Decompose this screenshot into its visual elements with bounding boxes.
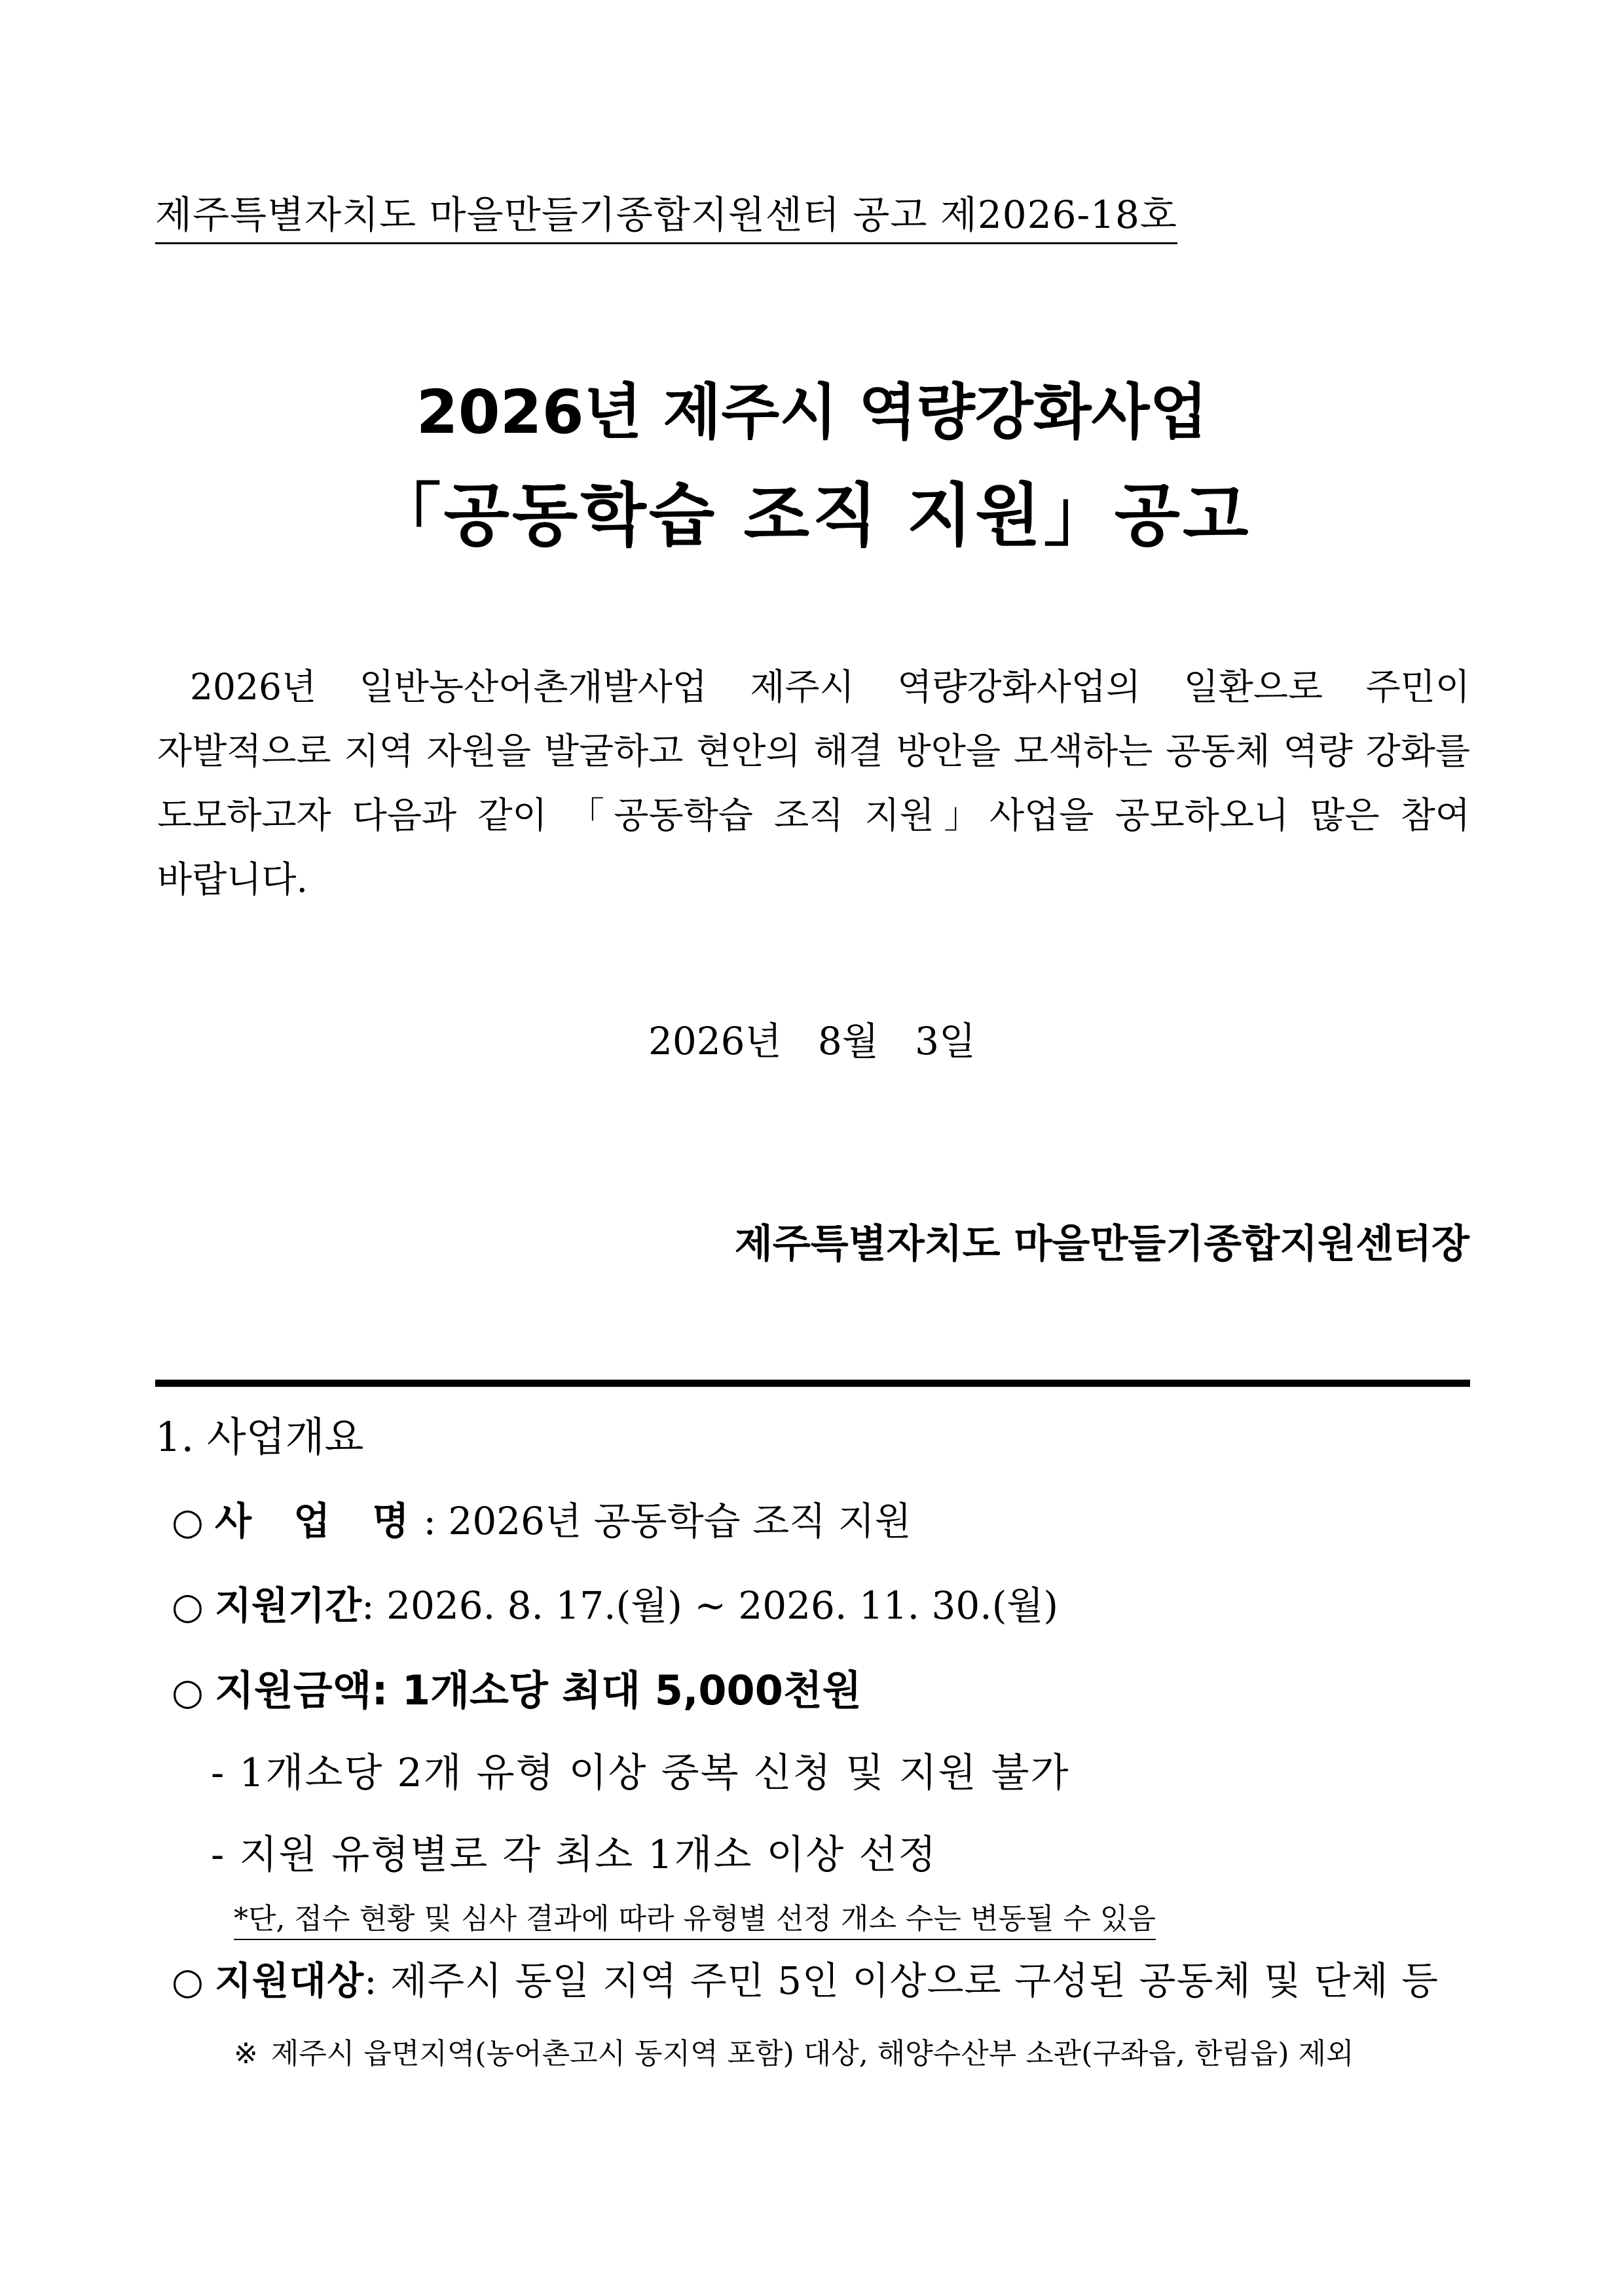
notice-number: 제주특별자치도 마을만들기종합지원센터 공고 제2026-18호 bbox=[155, 189, 1177, 244]
target-note bbox=[234, 2031, 1354, 2077]
intro-paragraph: 2026년 일반농산어촌개발사업 제주시 역량강화사업의 일환으로 주민이 자발적으로 지역 자원을 발굴하고 현안의 해결 방안을 모색하는 공동체 역량 강화를 도모하고자 다음과 같이 「공동학습 조직 지원」사업을 공모하오니 많은 참여 바랍니다. bbox=[157, 666, 1470, 900]
amount-condition-selection: - 지원 유형별로 각 최소 1개소 이상 선정 bbox=[211, 1832, 938, 1878]
item-label: 지원기간 bbox=[215, 1583, 362, 1628]
target-note-text: 제주시 읍면지역(농어촌고시 동지역 포함) 대상, 해양수산부 소관(구좌읍, 한림읍) 제외 bbox=[270, 2037, 1354, 2070]
item-value: : 1개소당 최대 5,000천원 bbox=[371, 1666, 862, 1714]
amount-condition-duplicate: - 1개소당 2개 유형 이상 중복 신청 및 지원 불가 bbox=[211, 1750, 1070, 1796]
item-label: 지원금액 bbox=[215, 1666, 372, 1714]
circle-bullet-icon: ○ bbox=[172, 1585, 204, 1628]
item-value: : 2026. 8. 17.(월) ~ 2026. 11. 30.(월) bbox=[361, 1583, 1059, 1628]
circle-bullet-icon: ○ bbox=[172, 1671, 204, 1714]
overview-item-target bbox=[172, 1951, 1439, 2011]
section-divider bbox=[155, 1380, 1470, 1387]
overview-item-project-name bbox=[172, 1492, 912, 1552]
issuer-name: 제주특별자치도 마을만들기종합지원센터장 bbox=[734, 1221, 1469, 1267]
circle-bullet-icon: ○ bbox=[172, 1960, 204, 2003]
overview-item-amount bbox=[172, 1661, 862, 1722]
amount-footnote: *단, 접수 현황 및 심사 결과에 따라 유형별 선정 개소 수는 변동될 수 있음 bbox=[234, 1900, 1156, 1940]
page-subtitle: 「공동학습 조직 지원」공고 bbox=[373, 475, 1251, 555]
reference-mark-icon: ※ bbox=[234, 2037, 258, 2070]
item-label: 지원대상 bbox=[215, 1958, 365, 2003]
overview-item-period bbox=[172, 1576, 1058, 1636]
circle-bullet-icon: ○ bbox=[172, 1501, 204, 1543]
item-value: : 제주시 동일 지역 주민 5인 이상으로 구성된 공동체 및 단체 등 bbox=[364, 1958, 1439, 2003]
section-heading-overview: 1. 사업개요 bbox=[155, 1413, 364, 1461]
page-title: 2026년 제주시 역량강화사업 bbox=[416, 377, 1208, 447]
announcement-date: 2026년 8월 3일 bbox=[648, 1019, 976, 1063]
item-value: : 2026년 공동학습 조직 지원 bbox=[423, 1499, 912, 1543]
item-label: 사 업 명 bbox=[215, 1499, 424, 1543]
